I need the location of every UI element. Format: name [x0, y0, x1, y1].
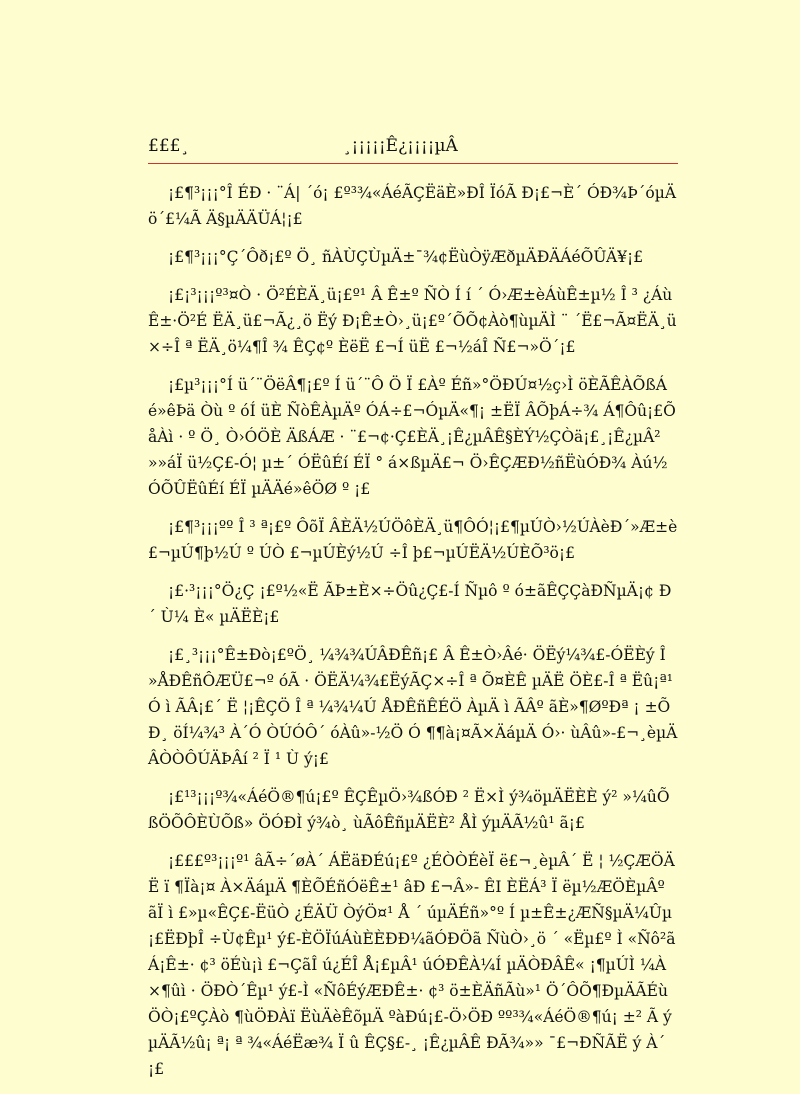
footnote-paragraph: ¡£¸³¡¡¡°Ê±Ðò¡£ºÖ¸ ¼¾¾ÚÂÐÊñ¡£ Â Ê±Ò›Âé· ÖËý¼¾£-ÓËÈý Î »ÅÐÊñÔÆÜ£¬º óÃ · ÖËÄ¼¾£ËýÃÇ×÷Î ª Õ¤ÈÊ µÄË ÖÈ£-Î ª Ëû¡ª¹ Ó ì ÃÂ¡£´ Ë ¦¡ÊÇÖ Î ª ¼¾¼Ú ÅÐÊñÊÉÖ ÀµÄ ì ÃÂº ãÈ»¶ØºÐª ¡ ±ÕÐ¸ öÍ¼¾³ À´Ó ÒÚÓÔ´ óÀû»-½Ö Ó ¶¶à¡¤Ã×ÄáµÄ Ó›· ùÂû»-£¬¸èµÄÂÒÒÔÚÄÞÂí ² Ï ¹ Ù ý¡£ [148, 646, 678, 768]
header-title: ¸¡¡¡¡¡Ê¿¡¡¡¡µÂ [343, 136, 458, 156]
page-body [148, 180, 678, 1094]
header-page-number: £££¸ [148, 136, 189, 156]
footnote-paragraph: ¡£¶³¡¡¡ºº Î ³ ª¡£º ÔõÏ ÂÈÄ½ÚÖôÈÄ¸ü¶ÔÓ¦¡£¶µÚÒ›½ÚÀèÐ´»Æ±è£¬µÚ¶þ½Ú º ÚÒ £¬µÚÈý½Ú ÷Î þ£¬µÚËÄ½ÚÈÕ³ö¡£ [148, 518, 678, 562]
header-divider [148, 163, 678, 164]
footnote-paragraph: ¡£¡³¡¡¡º³¤Ò · Ö²ÉÈÄ¸ü¡£º¹ Â Ê±º ÑÒ Í í ´ Ó›Æ±èÁùÊ±µ½ Î ³ ¿ÁùÊ±·Ö²É ËÄ¸ü£¬Ã¿¸ö Ëý Ð¡Ê±Ò›¸ü¡£º´ÕÕ¢Àò¶ùµÄÌ ¨ ´Ë£¬Ã¤ËÄ¸ü×÷Î ª ËÄ¸ö¼¶Î ¾ ÊÇ¢º ÈëË £¬Í üË £¬½áÎ Ñ£¬»Ö´¡£ [148, 286, 677, 356]
running-header [148, 132, 678, 162]
footnote-paragraph: ¡£¹³¡¡¡º¾«ÁéÖ®¶ú¡£º ÊÇÊµÖ›¾ßÓÐ ² Ë×Ì ý¾öµÄËÈÈ ý² »¼ûÕßÖÕÔÈÙÕß» ÖÓÐÌ ý¾ò¸ ùÃôÊñµÄËÈ² ÅÌ ýµÄÃ½û¹ ã¡£ [148, 788, 670, 832]
footnote-paragraph: ¡£¶³¡¡¡°Î ÉÐ · ¨Á| ´ó¡ £º³¾«ÁéÃÇËäÈ»ÐÎ ÏóÃ Ð¡£¬È´ ÓÐ¾Þ´óµÄ ö΄£¼Ã Ä§µÄÄÜÁ¦¡£ [148, 184, 677, 228]
footnote-paragraph: ¡£¶³¡¡¡°Ç´Ôð¡£º Ö¸ ñÀÙÇÙµÄ±¯¾¢ËùÒÿÆðµÄÐÄÁéÕÛÄ¥¡£ [168, 248, 644, 266]
footnote-paragraph: ¡£µ³¡¡¡°Í ü´¨ÖëÂ¶¡£º Í ü´¨Ô Ö Ï £Àº Éñ»°ÖÐÚ¤½ç›Ì öÈÃÊÀÕßÁé»êÞä Òù º óÍ üÈ ÑòÊÀµÄº ÓÁ÷£¬ÓµÄ«¶¡ ±ËÏ ÂÕþÁ÷¾ Á¶Ôû¡£ÕåÀì · º Ö¸ Ò›ÓÖÈ ÄßÁÆ · ¨£¬¢·Ç£ÈÄ¸¡Ê¿µÂÊ§ÈÝ½ÇÒä¡£¸¡Ê¿µÂ² »»áÏ ü½Ç£-Ó¦ µ±´ ÓËûÉí ÉÏ ° á×ßµÄ£¬ Ö›ÊÇÆÐ½ñËùÓÐ¾ Àú½ÓÕÛËûÉí ÉÏ µÄÄé»êÖØ º ¡£ [148, 376, 676, 498]
footnote-paragraph: ¡£££º³¡¡¡º¹ âÃ÷´øÀ´ ÁËäÐÉú¡£º ¿ÉÒÒÉèÏ ë£¬¸èµÂ´ Ë ¦ ½ÇÆÖÄË ï ¶Ïà¡¤ À×ÄáµÄ ¶ÈÕÉñÓëÊ±¹ âÐ £¬Â»- ÊI ÈËÁ³ Ï ëµ½ÆÖÈµÂº ãÏ ì £»µ«ÊÇ£-ËüÒ ¿ÉÄÜ ÒýÖ¤¹ Å ´ úµÄÉñ»°º Í µ±Ê±¿ÆÑ§µÄ¼Ûµ¡£ËÐþÎ ÷Ù¢Êµ¹ ý£-ÈÖÏúÁùÈÈÐÐ¼ãÓÐÖã ÑùÒ›¸ö ´ «Ëµ£º Ì «Ñô²ã Á¡Ê±· ¢³ öÉù¡ì £¬ÇãÎ ú¿ÉÎ Å¡£µÂ¹ úÓÐÊÀ¼Í µÄÒÐÂÊ« ¡¶µÚÌ ¼À×¶ûì · ÖÐÒ´Êµ¹ ý£-Ì «ÑôÉýÆÐÊ±· ¢³ ö±ÈÄñÃù»¹ Ö´ÔÕ¶ÐµÄÃÉùÖÒ¡£ºÇÀò ¶ùÖÐÀï ËùÄèÊõµÄ ºàÐú¡£-Ö›ÖÐ ºº³¾«ÁéÖ®¶ú¡ ±² Ã ýµÄÃ½û¡ ª¡ ª ¾«ÁéËæ¾ Ï û ÊÇ§£-¸ ¡Ê¿µÂÊ ÐÃ¾»» ¯£¬ÐÑÃË ý À´ ¡£ [148, 852, 676, 1078]
footnote-paragraph: ¡£·³¡¡¡°Ö¿Ç ¡£º½«Ë ÃÞ±È×÷Öû¿Ç£-Í Ñµô º ó±ãÊÇÇàÐÑµÄ¡¢ Ð´ Ù¼ È« µÄËÈ¡£ [148, 582, 672, 626]
